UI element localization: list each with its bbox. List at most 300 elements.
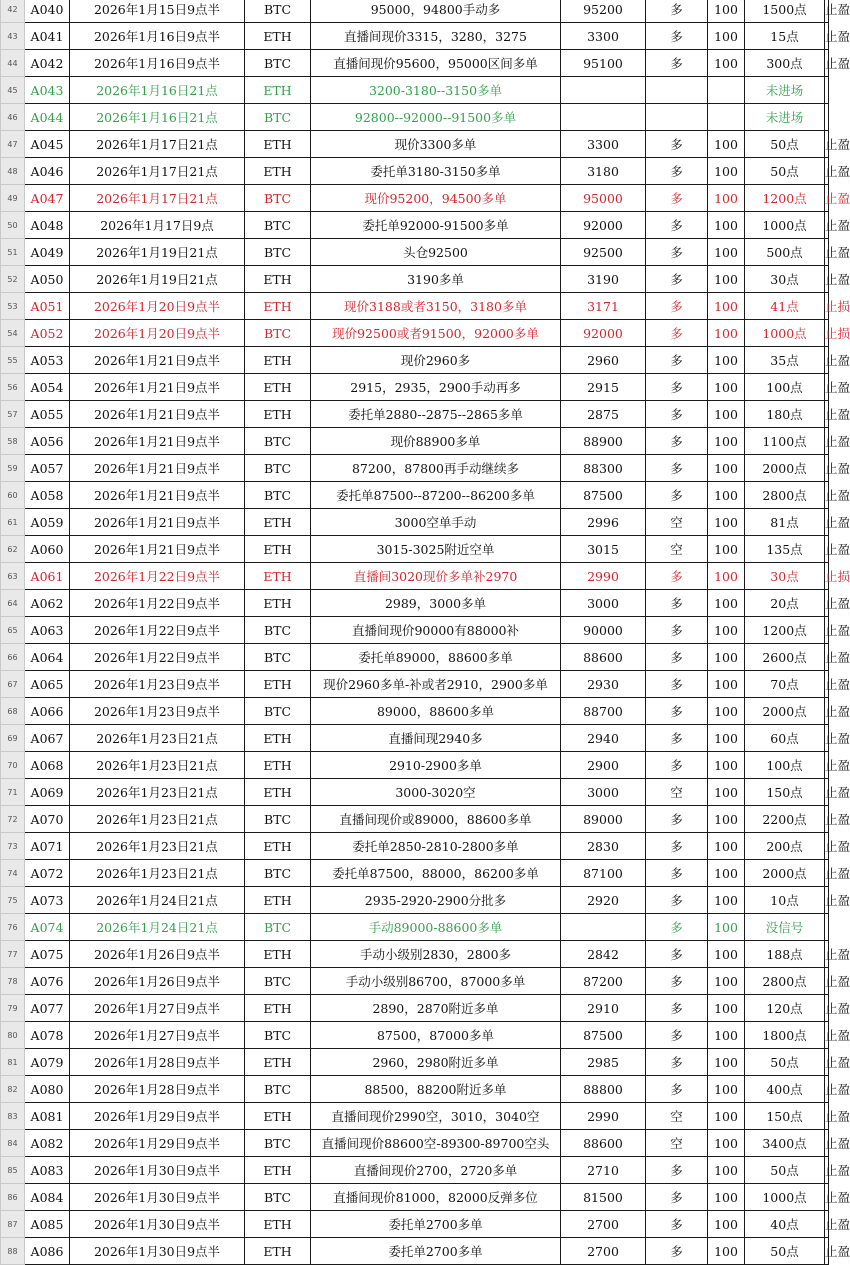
cell-points[interactable]: 10点: [745, 887, 825, 914]
cell-quantity[interactable]: 100: [708, 563, 745, 590]
cell-trade-id[interactable]: A070: [25, 806, 70, 833]
cell-date[interactable]: 2026年1月28日9点半: [70, 1076, 245, 1103]
cell-description[interactable]: 87500，87000多单: [311, 1022, 561, 1049]
cell-entry-price[interactable]: 2940: [561, 725, 646, 752]
cell-trade-id[interactable]: A077: [25, 995, 70, 1022]
cell-trade-id[interactable]: A065: [25, 671, 70, 698]
cell-points[interactable]: 2800点: [745, 482, 825, 509]
cell-direction[interactable]: 多: [646, 1049, 708, 1076]
cell-result[interactable]: 止盈: [825, 131, 829, 158]
cell-description[interactable]: 3000-3020空: [311, 779, 561, 806]
cell-description[interactable]: 直播间3020现价多单补2970: [311, 563, 561, 590]
cell-direction[interactable]: 多: [646, 941, 708, 968]
cell-date[interactable]: 2026年1月20日9点半: [70, 293, 245, 320]
cell-trade-id[interactable]: A055: [25, 401, 70, 428]
cell-result[interactable]: 止盈: [825, 617, 829, 644]
cell-entry-price[interactable]: 95100: [561, 50, 646, 77]
cell-entry-price[interactable]: 2915: [561, 374, 646, 401]
cell-trade-id[interactable]: A051: [25, 293, 70, 320]
cell-entry-price[interactable]: 90000: [561, 617, 646, 644]
cell-coin[interactable]: BTC: [245, 185, 311, 212]
cell-description[interactable]: 直播间现2940多: [311, 725, 561, 752]
cell-direction[interactable]: 多: [646, 320, 708, 347]
cell-coin[interactable]: BTC: [245, 617, 311, 644]
cell-result[interactable]: 止盈: [825, 1130, 829, 1157]
cell-direction[interactable]: 多: [646, 590, 708, 617]
cell-entry-price[interactable]: 2985: [561, 1049, 646, 1076]
cell-description[interactable]: 直播间现价95600，95000区间多单: [311, 50, 561, 77]
cell-trade-id[interactable]: A084: [25, 1184, 70, 1211]
cell-points[interactable]: 135点: [745, 536, 825, 563]
cell-direction[interactable]: 多: [646, 347, 708, 374]
cell-entry-price[interactable]: 92500: [561, 239, 646, 266]
cell-result[interactable]: 止损: [825, 563, 829, 590]
cell-trade-id[interactable]: A079: [25, 1049, 70, 1076]
cell-direction[interactable]: 多: [646, 401, 708, 428]
cell-direction[interactable]: 多: [646, 482, 708, 509]
cell-entry-price[interactable]: 89000: [561, 806, 646, 833]
cell-quantity[interactable]: 100: [708, 1184, 745, 1211]
cell-direction[interactable]: 空: [646, 1103, 708, 1130]
cell-points[interactable]: 100点: [745, 374, 825, 401]
cell-description[interactable]: 直播间现价或89000，88600多单: [311, 806, 561, 833]
cell-coin[interactable]: ETH: [245, 887, 311, 914]
cell-result[interactable]: 止盈: [825, 428, 829, 455]
cell-coin[interactable]: ETH: [245, 266, 311, 293]
cell-result[interactable]: 止盈: [825, 185, 829, 212]
cell-description[interactable]: 委托单92000-91500多单: [311, 212, 561, 239]
cell-trade-id[interactable]: A040: [25, 0, 70, 23]
cell-entry-price[interactable]: 3180: [561, 158, 646, 185]
cell-direction[interactable]: 空: [646, 1130, 708, 1157]
cell-points[interactable]: 1000点: [745, 320, 825, 347]
cell-coin[interactable]: ETH: [245, 1157, 311, 1184]
cell-entry-price[interactable]: 3190: [561, 266, 646, 293]
cell-description[interactable]: 委托单89000，88600多单: [311, 644, 561, 671]
cell-trade-id[interactable]: A072: [25, 860, 70, 887]
cell-description[interactable]: 现价2960多单-补或者2910，2900多单: [311, 671, 561, 698]
cell-description[interactable]: 直播间现价3315，3280，3275: [311, 23, 561, 50]
cell-entry-price[interactable]: 88800: [561, 1076, 646, 1103]
cell-description[interactable]: 委托单2850-2810-2800多单: [311, 833, 561, 860]
cell-result[interactable]: [825, 914, 829, 941]
cell-coin[interactable]: ETH: [245, 833, 311, 860]
cell-points[interactable]: 50点: [745, 158, 825, 185]
cell-result[interactable]: 止盈: [825, 806, 829, 833]
cell-date[interactable]: 2026年1月17日21点: [70, 131, 245, 158]
cell-direction[interactable]: 多: [646, 455, 708, 482]
cell-points[interactable]: 30点: [745, 266, 825, 293]
cell-date[interactable]: 2026年1月19日21点: [70, 266, 245, 293]
cell-entry-price[interactable]: 2990: [561, 563, 646, 590]
cell-result[interactable]: 止盈: [825, 725, 829, 752]
cell-quantity[interactable]: 100: [708, 1130, 745, 1157]
cell-date[interactable]: 2026年1月15日9点半: [70, 0, 245, 23]
cell-entry-price[interactable]: 3000: [561, 590, 646, 617]
cell-trade-id[interactable]: A064: [25, 644, 70, 671]
cell-direction[interactable]: 多: [646, 374, 708, 401]
cell-description[interactable]: 现价3188或者3150，3180多单: [311, 293, 561, 320]
cell-quantity[interactable]: 100: [708, 1238, 745, 1265]
cell-result[interactable]: 止盈: [825, 212, 829, 239]
cell-trade-id[interactable]: A047: [25, 185, 70, 212]
cell-result[interactable]: 止盈: [825, 860, 829, 887]
cell-quantity[interactable]: 100: [708, 590, 745, 617]
cell-description[interactable]: 3200-3180--3150多单: [311, 77, 561, 104]
cell-coin[interactable]: ETH: [245, 1103, 311, 1130]
cell-date[interactable]: 2026年1月21日9点半: [70, 401, 245, 428]
cell-direction[interactable]: 多: [646, 158, 708, 185]
cell-trade-id[interactable]: A049: [25, 239, 70, 266]
cell-direction[interactable]: 多: [646, 23, 708, 50]
cell-entry-price[interactable]: 88700: [561, 698, 646, 725]
cell-description[interactable]: 直播间现价88600空-89300-89700空头: [311, 1130, 561, 1157]
cell-description[interactable]: 委托单2880--2875--2865多单: [311, 401, 561, 428]
cell-result[interactable]: 止损: [825, 320, 829, 347]
cell-trade-id[interactable]: A056: [25, 428, 70, 455]
cell-coin[interactable]: BTC: [245, 428, 311, 455]
cell-quantity[interactable]: 100: [708, 50, 745, 77]
cell-date[interactable]: 2026年1月16日21点: [70, 104, 245, 131]
cell-trade-id[interactable]: A063: [25, 617, 70, 644]
cell-quantity[interactable]: [708, 104, 745, 131]
cell-result[interactable]: 止盈: [825, 1049, 829, 1076]
cell-description[interactable]: 2989，3000多单: [311, 590, 561, 617]
cell-quantity[interactable]: 100: [708, 455, 745, 482]
cell-date[interactable]: 2026年1月20日9点半: [70, 320, 245, 347]
cell-trade-id[interactable]: A075: [25, 941, 70, 968]
cell-points[interactable]: 150点: [745, 779, 825, 806]
cell-date[interactable]: 2026年1月29日9点半: [70, 1103, 245, 1130]
cell-direction[interactable]: 多: [646, 617, 708, 644]
cell-trade-id[interactable]: A046: [25, 158, 70, 185]
cell-quantity[interactable]: 100: [708, 1076, 745, 1103]
cell-direction[interactable]: 空: [646, 536, 708, 563]
cell-points[interactable]: 1500点: [745, 0, 825, 23]
cell-coin[interactable]: ETH: [245, 293, 311, 320]
cell-entry-price[interactable]: [561, 77, 646, 104]
cell-quantity[interactable]: 100: [708, 887, 745, 914]
cell-entry-price[interactable]: 2842: [561, 941, 646, 968]
cell-points[interactable]: 2600点: [745, 644, 825, 671]
cell-trade-id[interactable]: A067: [25, 725, 70, 752]
cell-entry-price[interactable]: 2710: [561, 1157, 646, 1184]
cell-coin[interactable]: BTC: [245, 698, 311, 725]
cell-description[interactable]: 3015-3025附近空单: [311, 536, 561, 563]
cell-trade-id[interactable]: A085: [25, 1211, 70, 1238]
cell-points[interactable]: 41点: [745, 293, 825, 320]
cell-date[interactable]: 2026年1月30日9点半: [70, 1184, 245, 1211]
cell-quantity[interactable]: 100: [708, 212, 745, 239]
cell-trade-id[interactable]: A066: [25, 698, 70, 725]
cell-quantity[interactable]: 100: [708, 1211, 745, 1238]
cell-date[interactable]: 2026年1月16日9点半: [70, 23, 245, 50]
cell-points[interactable]: 没信号: [745, 914, 825, 941]
cell-trade-id[interactable]: A082: [25, 1130, 70, 1157]
cell-direction[interactable]: [646, 77, 708, 104]
cell-date[interactable]: 2026年1月23日21点: [70, 725, 245, 752]
cell-points[interactable]: 100点: [745, 752, 825, 779]
cell-result[interactable]: 止盈: [825, 23, 829, 50]
cell-quantity[interactable]: 100: [708, 1022, 745, 1049]
cell-points[interactable]: 1100点: [745, 428, 825, 455]
cell-description[interactable]: 委托单87500--87200--86200多单: [311, 482, 561, 509]
cell-result[interactable]: 止盈: [825, 536, 829, 563]
cell-trade-id[interactable]: A068: [25, 752, 70, 779]
cell-result[interactable]: 止盈: [825, 455, 829, 482]
cell-points[interactable]: 50点: [745, 1157, 825, 1184]
cell-result[interactable]: 止盈: [825, 482, 829, 509]
cell-date[interactable]: 2026年1月16日21点: [70, 77, 245, 104]
cell-description[interactable]: 现价95200，94500多单: [311, 185, 561, 212]
cell-entry-price[interactable]: 3000: [561, 779, 646, 806]
cell-direction[interactable]: 多: [646, 0, 708, 23]
cell-points[interactable]: 180点: [745, 401, 825, 428]
cell-coin[interactable]: BTC: [245, 455, 311, 482]
cell-date[interactable]: 2026年1月23日21点: [70, 779, 245, 806]
cell-quantity[interactable]: 100: [708, 833, 745, 860]
cell-points[interactable]: 81点: [745, 509, 825, 536]
cell-direction[interactable]: [646, 104, 708, 131]
cell-direction[interactable]: 多: [646, 131, 708, 158]
cell-entry-price[interactable]: 2990: [561, 1103, 646, 1130]
cell-coin[interactable]: ETH: [245, 995, 311, 1022]
cell-direction[interactable]: 多: [646, 50, 708, 77]
cell-date[interactable]: 2026年1月21日9点半: [70, 374, 245, 401]
cell-entry-price[interactable]: 87500: [561, 1022, 646, 1049]
cell-date[interactable]: 2026年1月30日9点半: [70, 1157, 245, 1184]
cell-coin[interactable]: ETH: [245, 590, 311, 617]
cell-quantity[interactable]: 100: [708, 671, 745, 698]
cell-points[interactable]: 未进场: [745, 77, 825, 104]
cell-description[interactable]: 委托单3180-3150多单: [311, 158, 561, 185]
cell-description[interactable]: 手动小级别2830，2800多: [311, 941, 561, 968]
cell-direction[interactable]: 多: [646, 1022, 708, 1049]
cell-coin[interactable]: BTC: [245, 644, 311, 671]
cell-direction[interactable]: 多: [646, 860, 708, 887]
cell-description[interactable]: 直播间现价2700，2720多单: [311, 1157, 561, 1184]
cell-direction[interactable]: 多: [646, 1076, 708, 1103]
cell-coin[interactable]: BTC: [245, 1184, 311, 1211]
cell-direction[interactable]: 多: [646, 914, 708, 941]
cell-points[interactable]: 1000点: [745, 1184, 825, 1211]
cell-quantity[interactable]: 100: [708, 509, 745, 536]
cell-quantity[interactable]: 100: [708, 0, 745, 23]
cell-points[interactable]: 200点: [745, 833, 825, 860]
cell-entry-price[interactable]: 2900: [561, 752, 646, 779]
cell-date[interactable]: 2026年1月23日21点: [70, 833, 245, 860]
cell-description[interactable]: 现价88900多单: [311, 428, 561, 455]
cell-direction[interactable]: 多: [646, 428, 708, 455]
cell-trade-id[interactable]: A058: [25, 482, 70, 509]
cell-direction[interactable]: 多: [646, 752, 708, 779]
cell-entry-price[interactable]: 92000: [561, 212, 646, 239]
cell-coin[interactable]: ETH: [245, 1238, 311, 1265]
cell-points[interactable]: 50点: [745, 1049, 825, 1076]
cell-result[interactable]: 止盈: [825, 941, 829, 968]
cell-points[interactable]: 120点: [745, 995, 825, 1022]
cell-result[interactable]: 止盈: [825, 1103, 829, 1130]
cell-direction[interactable]: 多: [646, 212, 708, 239]
cell-direction[interactable]: 空: [646, 509, 708, 536]
cell-date[interactable]: 2026年1月21日9点半: [70, 347, 245, 374]
cell-points[interactable]: 40点: [745, 1211, 825, 1238]
cell-points[interactable]: 2800点: [745, 968, 825, 995]
cell-date[interactable]: 2026年1月23日21点: [70, 752, 245, 779]
cell-description[interactable]: 直播间现价81000，82000反弹多位: [311, 1184, 561, 1211]
cell-points[interactable]: 1200点: [745, 185, 825, 212]
cell-entry-price[interactable]: 87100: [561, 860, 646, 887]
cell-coin[interactable]: ETH: [245, 1211, 311, 1238]
cell-entry-price[interactable]: 3300: [561, 131, 646, 158]
cell-trade-id[interactable]: A078: [25, 1022, 70, 1049]
cell-description[interactable]: 直播间现价90000有88000补: [311, 617, 561, 644]
cell-description[interactable]: 头仓92500: [311, 239, 561, 266]
cell-result[interactable]: 止盈: [825, 0, 829, 23]
cell-date[interactable]: 2026年1月17日9点: [70, 212, 245, 239]
cell-entry-price[interactable]: 2875: [561, 401, 646, 428]
cell-direction[interactable]: 多: [646, 185, 708, 212]
cell-coin[interactable]: ETH: [245, 509, 311, 536]
cell-coin[interactable]: BTC: [245, 968, 311, 995]
cell-date[interactable]: 2026年1月23日21点: [70, 806, 245, 833]
cell-quantity[interactable]: 100: [708, 266, 745, 293]
cell-entry-price[interactable]: 2960: [561, 347, 646, 374]
cell-trade-id[interactable]: A062: [25, 590, 70, 617]
cell-trade-id[interactable]: A048: [25, 212, 70, 239]
cell-coin[interactable]: BTC: [245, 0, 311, 23]
cell-coin[interactable]: BTC: [245, 806, 311, 833]
cell-coin[interactable]: ETH: [245, 725, 311, 752]
cell-coin[interactable]: ETH: [245, 752, 311, 779]
cell-entry-price[interactable]: 87500: [561, 482, 646, 509]
cell-trade-id[interactable]: A044: [25, 104, 70, 131]
cell-points[interactable]: 2000点: [745, 860, 825, 887]
cell-date[interactable]: 2026年1月17日21点: [70, 185, 245, 212]
cell-coin[interactable]: BTC: [245, 50, 311, 77]
cell-result[interactable]: 止盈: [825, 1157, 829, 1184]
cell-description[interactable]: 2935-2920-2900分批多: [311, 887, 561, 914]
cell-entry-price[interactable]: 88600: [561, 644, 646, 671]
cell-quantity[interactable]: 100: [708, 1157, 745, 1184]
cell-direction[interactable]: 多: [646, 1157, 708, 1184]
cell-result[interactable]: 止盈: [825, 1022, 829, 1049]
cell-result[interactable]: [825, 104, 829, 131]
cell-entry-price[interactable]: 2700: [561, 1238, 646, 1265]
cell-coin[interactable]: BTC: [245, 212, 311, 239]
cell-date[interactable]: 2026年1月21日9点半: [70, 455, 245, 482]
cell-quantity[interactable]: 100: [708, 1103, 745, 1130]
cell-quantity[interactable]: 100: [708, 158, 745, 185]
cell-direction[interactable]: 多: [646, 239, 708, 266]
cell-trade-id[interactable]: A045: [25, 131, 70, 158]
cell-trade-id[interactable]: A050: [25, 266, 70, 293]
cell-description[interactable]: 2915，2935，2900手动再多: [311, 374, 561, 401]
cell-entry-price[interactable]: 2996: [561, 509, 646, 536]
cell-trade-id[interactable]: A080: [25, 1076, 70, 1103]
cell-points[interactable]: 20点: [745, 590, 825, 617]
cell-coin[interactable]: ETH: [245, 23, 311, 50]
cell-entry-price[interactable]: 88900: [561, 428, 646, 455]
cell-direction[interactable]: 多: [646, 1238, 708, 1265]
cell-date[interactable]: 2026年1月22日9点半: [70, 617, 245, 644]
cell-entry-price[interactable]: 95000: [561, 185, 646, 212]
cell-quantity[interactable]: 100: [708, 293, 745, 320]
cell-points[interactable]: 1200点: [745, 617, 825, 644]
cell-coin[interactable]: BTC: [245, 482, 311, 509]
cell-quantity[interactable]: 100: [708, 536, 745, 563]
cell-direction[interactable]: 多: [646, 968, 708, 995]
cell-result[interactable]: 止盈: [825, 671, 829, 698]
cell-trade-id[interactable]: A042: [25, 50, 70, 77]
cell-points[interactable]: 70点: [745, 671, 825, 698]
cell-quantity[interactable]: 100: [708, 185, 745, 212]
cell-trade-id[interactable]: A076: [25, 968, 70, 995]
cell-quantity[interactable]: 100: [708, 482, 745, 509]
cell-date[interactable]: 2026年1月24日21点: [70, 887, 245, 914]
cell-entry-price[interactable]: 81500: [561, 1184, 646, 1211]
cell-coin[interactable]: ETH: [245, 77, 311, 104]
cell-coin[interactable]: ETH: [245, 779, 311, 806]
cell-date[interactable]: 2026年1月19日21点: [70, 239, 245, 266]
cell-description[interactable]: 2890，2870附近多单: [311, 995, 561, 1022]
cell-points[interactable]: 60点: [745, 725, 825, 752]
cell-result[interactable]: 止盈: [825, 698, 829, 725]
cell-date[interactable]: 2026年1月16日9点半: [70, 50, 245, 77]
cell-trade-id[interactable]: A074: [25, 914, 70, 941]
cell-date[interactable]: 2026年1月21日9点半: [70, 428, 245, 455]
cell-direction[interactable]: 多: [646, 806, 708, 833]
cell-quantity[interactable]: 100: [708, 779, 745, 806]
cell-result[interactable]: 止盈: [825, 752, 829, 779]
cell-points[interactable]: 500点: [745, 239, 825, 266]
cell-direction[interactable]: 多: [646, 833, 708, 860]
cell-direction[interactable]: 多: [646, 644, 708, 671]
cell-trade-id[interactable]: A041: [25, 23, 70, 50]
cell-coin[interactable]: ETH: [245, 374, 311, 401]
cell-date[interactable]: 2026年1月27日9点半: [70, 995, 245, 1022]
cell-direction[interactable]: 多: [646, 266, 708, 293]
cell-result[interactable]: 止盈: [825, 590, 829, 617]
cell-direction[interactable]: 多: [646, 1184, 708, 1211]
cell-trade-id[interactable]: A071: [25, 833, 70, 860]
cell-quantity[interactable]: 100: [708, 995, 745, 1022]
cell-points[interactable]: 15点: [745, 23, 825, 50]
cell-entry-price[interactable]: 2920: [561, 887, 646, 914]
cell-description[interactable]: 2960，2980附近多单: [311, 1049, 561, 1076]
cell-trade-id[interactable]: A061: [25, 563, 70, 590]
cell-description[interactable]: 87200，87800再手动继续多: [311, 455, 561, 482]
cell-date[interactable]: 2026年1月22日9点半: [70, 644, 245, 671]
cell-coin[interactable]: BTC: [245, 320, 311, 347]
cell-coin[interactable]: BTC: [245, 104, 311, 131]
cell-coin[interactable]: BTC: [245, 914, 311, 941]
cell-direction[interactable]: 多: [646, 995, 708, 1022]
cell-entry-price[interactable]: [561, 914, 646, 941]
cell-trade-id[interactable]: A086: [25, 1238, 70, 1265]
cell-date[interactable]: 2026年1月24日21点: [70, 914, 245, 941]
cell-date[interactable]: 2026年1月22日9点半: [70, 563, 245, 590]
cell-points[interactable]: 2200点: [745, 806, 825, 833]
cell-coin[interactable]: ETH: [245, 347, 311, 374]
cell-quantity[interactable]: 100: [708, 320, 745, 347]
cell-coin[interactable]: BTC: [245, 1130, 311, 1157]
cell-points[interactable]: 未进场: [745, 104, 825, 131]
cell-entry-price[interactable]: 92000: [561, 320, 646, 347]
cell-coin[interactable]: ETH: [245, 158, 311, 185]
cell-coin[interactable]: ETH: [245, 536, 311, 563]
cell-points[interactable]: 50点: [745, 1238, 825, 1265]
